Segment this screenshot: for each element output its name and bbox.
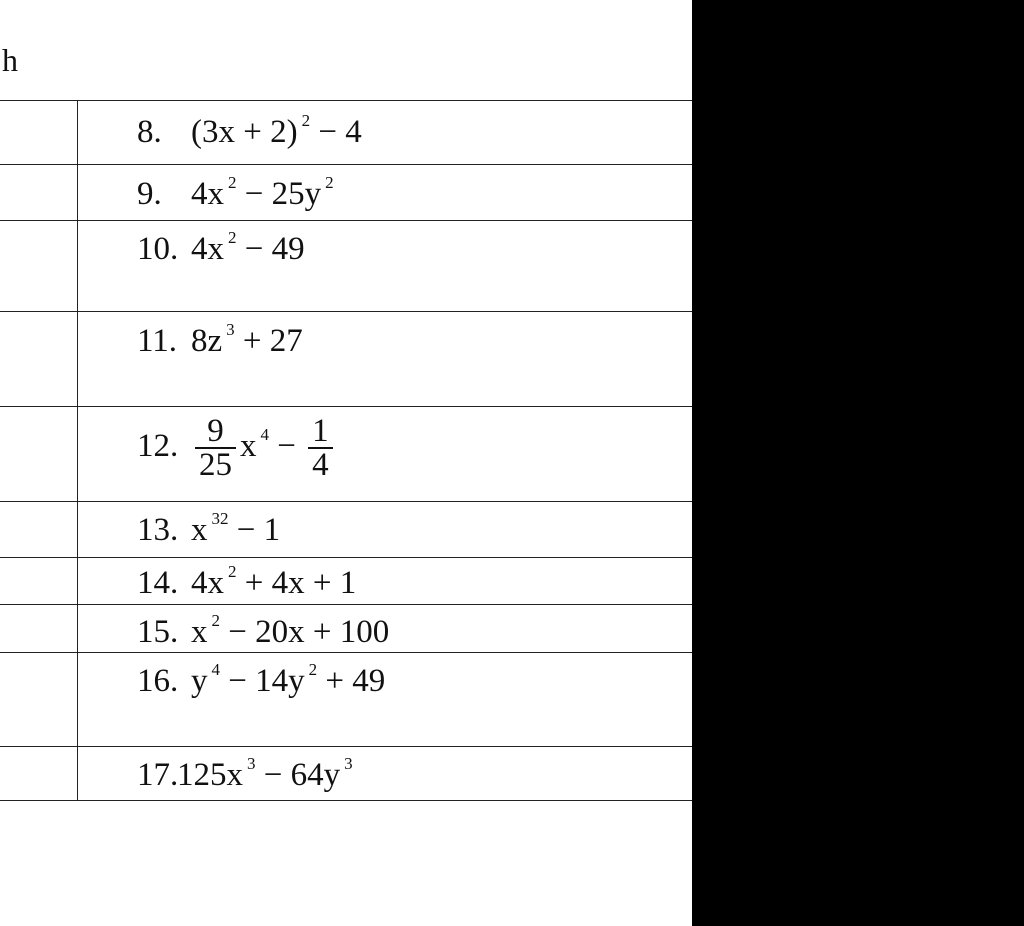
- math-expression: [191, 509, 281, 548]
- black-panel: [692, 0, 1024, 926]
- item-number: 13.: [137, 512, 179, 548]
- exponent: 2: [228, 228, 237, 247]
- expression-term: − 4: [310, 114, 362, 150]
- expression-term: − 20x + 100: [220, 614, 390, 650]
- item-number: 9.: [137, 176, 162, 212]
- expression-term: + 27: [234, 323, 303, 359]
- table-rule: [0, 604, 692, 605]
- item-number: 17.: [137, 757, 179, 793]
- fraction: [308, 415, 333, 481]
- expression-term: − 25y: [236, 176, 322, 212]
- item-number: 11.: [137, 323, 178, 359]
- exponent: 2: [308, 660, 318, 679]
- expression-term: − 64y: [255, 757, 341, 793]
- expression-term: x: [191, 512, 208, 548]
- table-rule: [0, 220, 692, 221]
- expression-term: 4x: [191, 565, 224, 601]
- exponent: 3: [247, 754, 256, 773]
- expression-term: 4x: [191, 231, 224, 267]
- expression-term: 125x: [177, 757, 243, 793]
- problem-cell: [137, 563, 356, 603]
- problem-cell: [137, 755, 353, 795]
- expression-term: − 1: [228, 512, 281, 548]
- math-expression: [191, 611, 390, 650]
- math-expression: [191, 228, 305, 267]
- expression-term: y: [191, 663, 208, 699]
- table-rule: [0, 100, 692, 101]
- fraction-denominator: 25: [195, 447, 236, 481]
- exponent: 3: [344, 754, 353, 773]
- table-rule: [0, 746, 692, 747]
- item-number: 15.: [137, 614, 179, 650]
- table-rule: [0, 557, 692, 558]
- expression-term: 8z: [191, 323, 223, 359]
- item-number: 16.: [137, 663, 179, 699]
- item-number: 14.: [137, 565, 179, 601]
- expression-term: (3x + 2): [191, 114, 298, 150]
- table-rule: [0, 501, 692, 502]
- table-rule: [0, 652, 692, 653]
- expression-term: −: [269, 427, 305, 464]
- problem-cell: [137, 612, 389, 652]
- table-rule: [0, 406, 692, 407]
- exponent: 4: [260, 424, 269, 444]
- problem-cell: [137, 510, 280, 550]
- exponent: 2: [325, 173, 334, 192]
- problem-cell: [137, 112, 362, 152]
- fraction-denominator: 4: [308, 447, 333, 481]
- exponent: 2: [301, 111, 311, 130]
- table-rule: [0, 800, 692, 801]
- expression-term: − 49: [236, 231, 305, 267]
- problem-cell: [137, 321, 303, 361]
- math-expression: [191, 413, 337, 483]
- expression-term: 4x: [191, 176, 224, 212]
- expression-term: x: [240, 427, 257, 464]
- math-expression: [191, 320, 303, 359]
- problem-cell: [137, 229, 305, 269]
- expression-term: − 14y: [220, 663, 305, 699]
- fraction-numerator: 1: [312, 413, 329, 449]
- math-expression: [191, 111, 362, 150]
- math-expression: [191, 660, 386, 699]
- table-rule: [0, 164, 692, 165]
- exponent: 3: [226, 320, 235, 339]
- exponent: 2: [211, 611, 220, 630]
- exponent: 2: [228, 173, 237, 192]
- expression-term: x: [191, 614, 208, 650]
- table-rule: [0, 311, 692, 312]
- table-column-divider: [77, 100, 78, 800]
- math-expression: [191, 173, 334, 212]
- item-number: 8.: [137, 114, 162, 150]
- item-number: 10.: [137, 231, 179, 267]
- fraction-numerator: 9: [207, 413, 224, 449]
- fraction: [195, 415, 236, 481]
- problem-cell: [137, 661, 385, 701]
- exponent: 32: [211, 509, 229, 528]
- expression-term: + 49: [317, 663, 386, 699]
- problem-cell: [137, 174, 334, 214]
- math-expression: [177, 754, 353, 793]
- expression-term: + 4x + 1: [236, 565, 357, 601]
- header-fragment: h: [2, 42, 18, 78]
- problem-cell: [137, 415, 337, 481]
- exponent: 2: [228, 562, 237, 581]
- item-number: 12.: [137, 427, 179, 464]
- math-expression: [191, 562, 357, 601]
- exponent: 4: [211, 660, 220, 679]
